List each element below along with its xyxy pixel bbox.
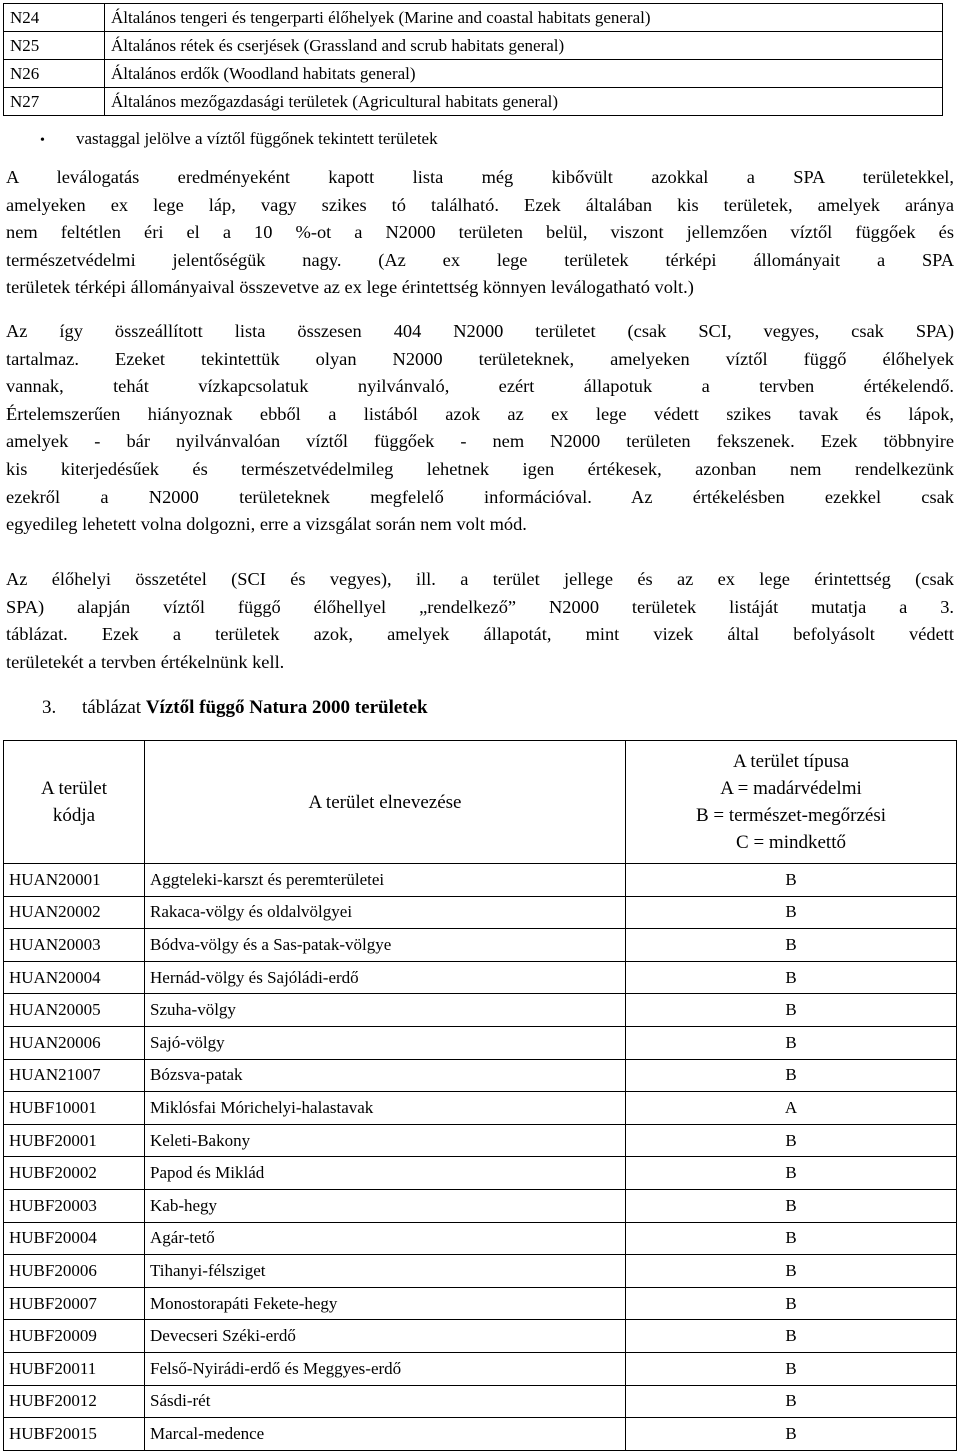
paragraph-line: Az élőhelyi összetétel (SCI és vegyes), ill. a terület jellege és az ex lege érintettség (csak: [6, 569, 954, 589]
table-row: [4, 1255, 957, 1288]
site-name: Papod és Miklád: [145, 1157, 626, 1190]
table-row: [4, 1189, 957, 1222]
habitat-code: N27: [4, 88, 105, 116]
table-row: [4, 961, 957, 994]
site-type: B: [626, 1255, 957, 1288]
table-row: [4, 1026, 957, 1059]
site-type: B: [626, 1189, 957, 1222]
table-row: [4, 1124, 957, 1157]
site-code: HUAN20002: [4, 896, 145, 929]
paragraph-line: területek térképi állományaival összevetve az ex lege érintettség könnyen leválogatható volt.): [6, 277, 694, 298]
natura-2000-table-body: [4, 864, 957, 1451]
site-name: Agár-tető: [145, 1222, 626, 1255]
site-code: HUAN20006: [4, 1026, 145, 1059]
legend-text: vastaggal jelölve a víztől függőnek tekintett területek: [76, 129, 438, 148]
site-name: Aggteleki-karszt és peremterületei: [145, 864, 626, 897]
site-type: B: [626, 961, 957, 994]
table-row: [4, 864, 957, 897]
site-code: HUAN20001: [4, 864, 145, 897]
habitat-row: [4, 4, 943, 32]
site-type: B: [626, 1320, 957, 1353]
site-name: Sásdi-rét: [145, 1385, 626, 1418]
site-name: Kab-hegy: [145, 1189, 626, 1222]
site-code: HUBF20015: [4, 1418, 145, 1451]
natura-2000-table: [3, 740, 957, 1451]
header-code-line: kódja: [52, 805, 96, 826]
site-type: B: [626, 896, 957, 929]
site-code: HUBF20011: [4, 1352, 145, 1385]
table-row: [4, 1157, 957, 1190]
table-row: [4, 1059, 957, 1092]
site-type: B: [626, 1352, 957, 1385]
habitat-code: N26: [4, 60, 105, 88]
header-type: [626, 741, 957, 864]
site-name: Hernád-völgy és Sajóládi-erdő: [145, 961, 626, 994]
table-row: [4, 1320, 957, 1353]
table-row: [4, 929, 957, 962]
site-type: B: [626, 1157, 957, 1190]
site-type: B: [626, 1026, 957, 1059]
site-code: HUBF10001: [4, 1092, 145, 1125]
site-name: Sajó-völgy: [145, 1026, 626, 1059]
paragraph-3: [6, 566, 954, 676]
header-type-line: A = madárvédelmi: [720, 778, 862, 799]
site-code: HUAN20003: [4, 929, 145, 962]
paragraph-line: amelyeken ex lege láp, vagy szikes tó található. Ezek általában kis területek, amelyek aránya: [6, 194, 954, 215]
paragraph-1: [6, 164, 954, 302]
habitat-row: [4, 88, 943, 116]
habitat-name: Általános tengeri és tengerparti élőhelyek (Marine and coastal habitats general): [105, 4, 943, 32]
table-row: [4, 1385, 957, 1418]
header-code-line: A terület: [41, 778, 107, 799]
table-row: [4, 1418, 957, 1451]
site-name: Devecseri Széki-erdő: [145, 1320, 626, 1353]
site-type: B: [626, 929, 957, 962]
site-type: A: [626, 1092, 957, 1125]
site-name: Szuha-völgy: [145, 994, 626, 1027]
paragraph-line: egyedileg lehetett volna dolgozni, erre a vizsgálat során nem volt mód.: [6, 514, 527, 535]
table-header-row: [4, 741, 957, 864]
table-caption-number: 3.: [42, 697, 57, 718]
header-name-line: A terület elnevezése: [308, 791, 462, 813]
site-name: Bózsva-patak: [145, 1059, 626, 1092]
site-code: HUBF20009: [4, 1320, 145, 1353]
paragraph-line: A leválogatás eredményeként kapott lista még kibővült azokkal a SPA területekkel,: [6, 167, 954, 187]
paragraph-line: kis kiterjedésűek és természetvédelmileg lehetnek igen értékesek, azonban nem rendelkezünk: [6, 458, 954, 479]
table-row: [4, 1352, 957, 1385]
site-name: Rakaca-völgy és oldalvölgyei: [145, 896, 626, 929]
paragraph-line: amelyek - bár nyilvánvalóan víztől függőek - nem N2000 területen fekszenek. Ezek többnyire: [6, 431, 954, 452]
habitat-code-table-body: [4, 4, 943, 116]
header-name: [145, 741, 626, 864]
site-code: HUBF20002: [4, 1157, 145, 1190]
table-row: [4, 1092, 957, 1125]
paragraph-line: vannak, tehát vízkapcsolatuk nyilvánvaló, ezért állapotuk a tervben értékelendő.: [6, 376, 954, 397]
site-type: B: [626, 994, 957, 1027]
site-code: HUAN20005: [4, 994, 145, 1027]
site-type: B: [626, 1385, 957, 1418]
site-code: HUBF20007: [4, 1287, 145, 1320]
habitat-name: Általános rétek és cserjések (Grassland and scrub habitats general): [105, 32, 943, 60]
paragraph-2: [6, 318, 954, 539]
paragraph-line: táblázat. Ezek a területek azok, amelyek állapotát, mint vizek által befolyásolt védett: [6, 624, 954, 645]
site-code: HUBF20004: [4, 1222, 145, 1255]
paragraph-line: SPA) alapján víztől függő élőhellyel „rendelkező” N2000 területek listáját mutatja a 3.: [6, 596, 954, 617]
header-code: [4, 741, 145, 864]
paragraph-line: Az így összeállított lista összesen 404 N2000 területet (csak SCI, vegyes, csak SPA): [6, 321, 954, 341]
habitat-row: [4, 60, 943, 88]
site-type: B: [626, 1222, 957, 1255]
paragraph-line: természetvédelmi jelentőségük nagy. (Az ex lege területek térképi állományait a SPA: [6, 249, 954, 270]
site-type: B: [626, 1287, 957, 1320]
site-type: B: [626, 1124, 957, 1157]
site-type: B: [626, 1059, 957, 1092]
table-caption: [42, 697, 428, 719]
site-name: Monostorapáti Fekete-hegy: [145, 1287, 626, 1320]
site-name: Felső-Nyirádi-erdő és Meggyes-erdő: [145, 1352, 626, 1385]
site-name: Keleti-Bakony: [145, 1124, 626, 1157]
site-code: HUBF20006: [4, 1255, 145, 1288]
site-type: B: [626, 864, 957, 897]
habitat-name: Általános erdők (Woodland habitats general): [105, 60, 943, 88]
habitat-row: [4, 32, 943, 60]
site-code: HUAN21007: [4, 1059, 145, 1092]
paragraph-line: Értelemszerűen hiányoznak ebből a listából azok az ex lege védett szikes tavak és lápok,: [6, 403, 954, 424]
site-code: HUBF20001: [4, 1124, 145, 1157]
paragraph-line: tartalmaz. Ezeket tekintettük olyan N2000 területeknek, amelyeken víztől függő élőhelyek: [6, 348, 954, 369]
site-name: Tihanyi-félsziget: [145, 1255, 626, 1288]
paragraph-line: területekét a tervben értékelnünk kell.: [6, 651, 285, 672]
table-caption-prefix: táblázat: [82, 697, 142, 718]
table-row: [4, 896, 957, 929]
site-name: Bódva-völgy és a Sas-patak-völgye: [145, 929, 626, 962]
site-name: Marcal-medence: [145, 1418, 626, 1451]
header-type-line: A terület típusa: [732, 751, 850, 772]
legend-bullet: [40, 126, 438, 152]
table-row: [4, 1287, 957, 1320]
habitat-code: N24: [4, 4, 105, 32]
site-code: HUBF20012: [4, 1385, 145, 1418]
paragraph-line: ezekről a N2000 területeknek megfelelő információval. Az értékelésben ezekkel csak: [6, 486, 954, 507]
paragraph-line: nem feltétlen éri el a 10 %-ot a N2000 területen belül, viszont jellemzően víztől függőek és: [6, 222, 954, 243]
site-code: HUBF20003: [4, 1189, 145, 1222]
site-name: Miklósfai Mórichelyi-halastavak: [145, 1092, 626, 1125]
bullet-icon: •: [40, 133, 45, 148]
site-type: B: [626, 1418, 957, 1451]
table-row: [4, 1222, 957, 1255]
header-type-line: B = természet-megőrzési: [695, 805, 887, 826]
habitat-name: Általános mezőgazdasági területek (Agricultural habitats general): [105, 88, 943, 116]
header-type-line: C = mindkettő: [736, 832, 846, 853]
table-caption-title: Víztől függő Natura 2000 területek: [145, 697, 428, 718]
habitat-code-table: [3, 3, 943, 116]
site-code: HUAN20004: [4, 961, 145, 994]
table-row: [4, 994, 957, 1027]
habitat-code: N25: [4, 32, 105, 60]
